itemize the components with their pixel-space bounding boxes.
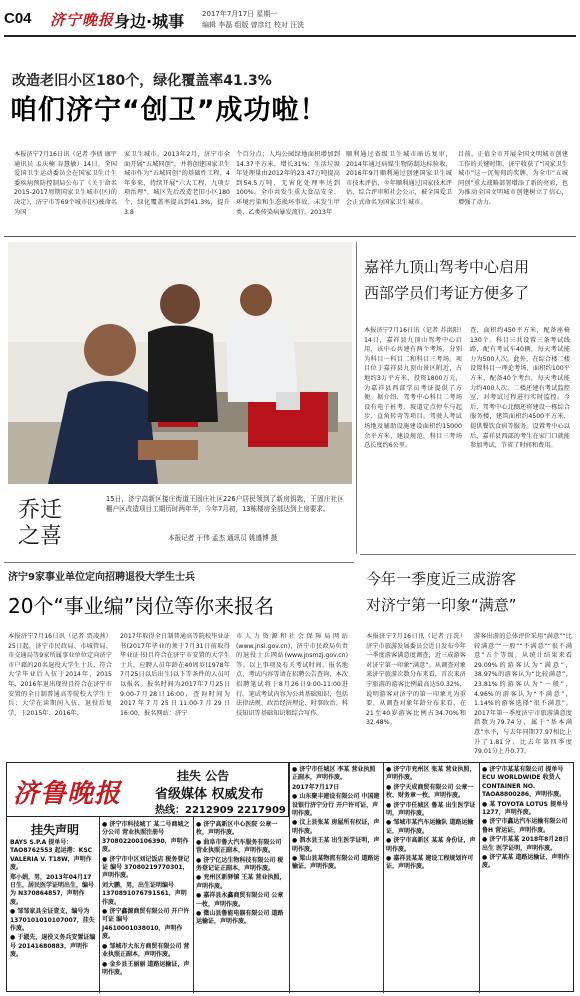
ad-item: ● 嘉祥县永鑫商贸有限公司 公章一枚，声明作废。 — [196, 892, 284, 908]
lead-column-3: 个百分点；人均公园绿地面积增加到14.37平方米，增长31%；生活垃圾年处理量由2012年的23.47万吨提高到54.5万吨，无害化处理率达到100%。全市共发生重大食品安全、环境污染和生态损坏事故，未发生甲类、乙类传染病暴发流行。2013年 — [236, 151, 340, 216]
ad-divider — [383, 763, 384, 993]
tourism-column-2: 游客出游的总体评价采用“满意”“比较满意”“一般”“不满意”“很不满意”五个等级。从统计结果来看29.09%的游客认为“满意”，38.97%的游客认为“比较满意”，23.81%的游客认为“一般”，4.96%的游客认为“不满意”，1.14%的游客选择“很不满意”。2017年第一季度济宁市旅游满意度指数为79.74分，属于“基本满意”水平，与去年同期77.97相比上升了1.81分，比去年第四季度79.01分上升0.77。 — [474, 633, 572, 756]
lead-headline: 咱们济宁“创卫”成功啦！ — [10, 95, 328, 126]
jobs-column-1: 本报济宁7月16日讯（记者 贾凌燕）25日起，济宁市民政局、市城管局、市交通局等9家所属事业单位定向济宁市户籍的20名退役大学生士兵。符合大学毕业后入伍于2014年、2015年、2016年退出现役且符合在济宁市安置的全日制普通高等院校大学生士兵；大学在读期间入伍，退役后复学，于2015年、2016年、 — [8, 633, 112, 717]
ad-column-6 — [482, 766, 572, 990]
ad-item: ● 济宁市鑫达汽车运输有限公司 鲁H 营运证，声明作废。 — [482, 818, 568, 834]
jobs-kicker: 济宁9家事业单位定向招聘退役大学生士兵 — [8, 572, 195, 583]
ad-item: ● 邹邹家具全证壹支，编号为 1370101010107007，挂失作废。 — [10, 908, 95, 933]
photo-title — [18, 498, 62, 550]
ad-item: ● 济宁高新区中心医院 公章一枚，声明作废。 — [196, 821, 278, 837]
notice-subtitle: 省级媒体 权威发布 — [155, 787, 264, 802]
jobs-column-2: 2017年取得全日制普通高等院校毕业证书(2017年毕业的须于7月31日前取得毕业证书)且符合在济宁市安置的大学生士兵，应聘人员年龄在40周岁(1978年7月25日以后出生)以下等条件的人员可以报名。报名时间为2017年7月25日9:00-7月28日16:00，查询时间为2017年7月25日11:00-7月29日16:00，报名网站：济宁 — [120, 633, 230, 717]
jobs-column-3: 市人力资源和社会保障局网站(www.jnsi.gov.cn)，济宁市民政局负责的退役士兵网站(www.jnsmzj.gov.cn)等。以上事项及有关考试时间、报名地点、考试内容等请在招聘公告查询，本次招聘笔试将于8月26日9:00-11:00进行。笔试考试内容为公共基础知识，包括法律法规、政治经济理论、时事政治、科技知识等基础知识和综合写作。 — [236, 633, 348, 717]
lead-column-4: 顺利通过省级卫生城市暗访复审，2014年通过病媒生物防制达标验收，2016年9月顺利通过创建国家卫生城市技术评估，今年顺利通过国家技术评估、综合评审和社会公示，被全国爱卫会正式命名为国家卫生城市。 — [346, 151, 452, 206]
photo-title-line-1: 乔迁 — [18, 498, 63, 523]
ad-item: ● 济宁市兖州区 张某 营业执照，声明作废。 — [386, 766, 476, 782]
ad-item: ● 山东聚丰建设有限公司 中国建设银行济宁分行 开户许可证，声明作废。 — [292, 793, 380, 818]
news-photo — [8, 242, 352, 484]
editors-line: 编辑 李磊 组版 曾彦红 校对 汪洗 — [202, 21, 305, 29]
jiaxiang-headline-line-1: 嘉祥九顶山驾考中心启用 — [364, 258, 530, 276]
ad-column-5 — [386, 766, 476, 990]
ad-item: ● 于淑先，退役义务兵安置证编号 20141680883，声明作废。 — [10, 934, 96, 959]
ad-item: ● 济宁亿达生物科技有限公司 税务登记证正副本，声明作废。 — [196, 856, 284, 873]
lead-column-2: 家卫生城市。2013年2月，济宁市全面开展“五城同创”，并将创建国家卫生城市作为“五城同创”的基础性工程，4年多来，持续开展“六大工程、九项专项治理”，城区先后改造老旧小区180个，绿化覆盖率提高到41.3%，提升3.8 — [124, 151, 230, 216]
notice-header — [7, 763, 289, 817]
jobs-top-rule — [4, 562, 354, 563]
notice-hotline: 热线：2212909 2217909 — [155, 805, 286, 816]
ad-item: ● 某 TOYOTA LOTUS 提单号 1277，声明作废。 — [482, 800, 569, 817]
ad-item: 郑小娟，男，2013年04月17日生，居民医学证明出生，编号为 N370864857，声明作废。 — [10, 873, 95, 906]
jobs-headline: 20个“事业编”岗位等你来报名 — [8, 594, 275, 618]
ad-item: ● 邹城市大东方商贸有限公司 营业执照正副本，声明作废。 — [102, 942, 190, 959]
ad-item: ● 济宁市某某有限公司 提单号 ECU WORLDWIDE 收货人 CONTAINER NO. TAOA8800286，声明作废。 — [482, 766, 566, 799]
section-name: 身边·城事 — [114, 12, 185, 31]
ad-item: ● 济宁市任城区 鲁某 出生医学证明，声明作废。 — [386, 801, 476, 818]
ad-item: ● 曲阜市鲁大汽车服务有限公司 营业执照正副本，声明作废。 — [196, 838, 282, 855]
ad-item: 2017年7月17日 — [292, 783, 340, 791]
tourism-headline — [366, 566, 517, 618]
jiaxiang-headline — [364, 254, 529, 306]
ad-item: 刘大鹏，男，出生证明编号 1370891076791561，声明作废。 — [102, 881, 187, 906]
ad-column-3 — [196, 821, 286, 991]
ads-paper-logo: 济鲁晚报 — [13, 779, 122, 809]
jiaxiang-column-2: 查，面积约450平方米，配备座椅130个。科目三共设置三条考试线路，配有考试车40辆，每天考试能力为500人次。此外，在综合楼二楼设置科目一理论考场，面积约100平方米，配备40个考台，每天考试能力约400人次。二楼还建有考试监控室，对考试过程进行实时监控。今后，驾考中心北侧还将建设一栋综合服务楼，建筑面积约4500平方米，提供餐饮食宿等服务。设置考中心以后，嘉祥县西部的考生在家门口就能参加考试，节省了时间和费用。 — [470, 327, 570, 450]
ad-column-2 — [102, 821, 190, 991]
ad-item: ● 济宁市高新区 某某 身份证，声明作废。 — [386, 837, 476, 853]
ad-item: ● 梁山县某物流有限公司 道路运输证，声明作废。 — [292, 855, 380, 871]
photo-region — [8, 242, 352, 484]
ad-item: ● 济宁市中区刘记饭店 税务登记证 编号 37080219770301，声明作废。 — [102, 855, 190, 880]
ad-item: ● 兖州区新驿镇 王某 营业执照，声明作废。 — [196, 874, 286, 890]
lead-kicker: 改造老旧小区180个，绿化覆盖率41.3% — [12, 73, 272, 89]
ad-column-4 — [292, 766, 380, 990]
lead-bottom-rule — [4, 236, 576, 237]
photo-caption: 15日，济宁高新区接庄街道王固庄社区226户居民领到了新房钥匙，王固庄社区棚户区改造项目工期历时两年半，今年7月初，13栋楼房全部达到上房要求。 — [106, 495, 344, 513]
ads-section-label: 挂失声明 — [31, 823, 80, 837]
ad-divider — [479, 763, 480, 993]
photo-credit: 本报记者 于伟 孟杰 通讯员 姚盛博 摄 — [168, 534, 278, 542]
ad-item: ● 泗水县王某 出生医学证明，声明作废。 — [292, 837, 380, 853]
jiaxiang-bottom-rule — [360, 554, 576, 555]
page-header — [0, 0, 580, 36]
ad-item: ● 汶上县张某 房屋所有权证，声明作废。 — [292, 819, 380, 835]
paper-logo: 济宁晚报 — [50, 11, 115, 29]
page-number: C04 — [4, 10, 32, 27]
photo-title-line-2: 之喜 — [18, 524, 63, 549]
ad-item: ● 邹城市某汽车运输队 道路运输证，声明作废。 — [386, 819, 474, 835]
ad-item: ● 金乡县王丽丽 道路运输证，声明作废。 — [102, 960, 190, 976]
photo-right-rule — [356, 242, 357, 554]
jiaxiang-column-1: 本报济宁7月16日讯（记者 苏洪阳）14日，嘉祥县九顶山驾考中心启用，该中心共建有两个考场，分别为科目一科目二和科目三考场。项目位于嘉祥县九顶山景区附近，占地约3万平方米，投资1800万元，为嘉祥县西部学员考证提供了方便。据介绍，驾考中心科目二考场设有电子桩考、坡道定点停车与起步、直角转弯等项目。驾驶人考试场地及辅助设施建设面积约15000余平方米，建设规范，科目三考场总长度约6公里。 — [364, 327, 462, 450]
ad-divider — [99, 817, 100, 993]
ad-item: ● 济宁市某某 2018年8月28日出生 医学证明，声明作废。 — [482, 836, 569, 852]
tourism-headline-line-1: 今年一季度近三成游客 — [366, 570, 517, 588]
notice-title: 挂失 公告 — [177, 769, 230, 783]
ad-item: ● 微山县鲁能电器有限公司 道路运输证，声明作废。 — [196, 910, 284, 926]
tourism-headline-line-2: 对济宁第一印象“满意” — [366, 596, 517, 614]
ad-item: ● 济宁市科技城丁 某二号商城之分公司 营业执照注册号 370802200106390，声明作废。 — [102, 821, 190, 854]
ad-item: ● 嘉祥县某某 建设工程规划许可证，声明作废。 — [386, 855, 474, 871]
ad-column-1 — [10, 839, 96, 989]
lead-column-1: 本报济宁7月16日讯（记者 李倩 康宇 通讯员 孟庆楠 谷慧敏）14日，全国爱国卫生运动委员会在国家卫生计生委疾病预防控制局公布了《关于命名2015-2017周期国家卫生城市(区)的决定》，济宁市等69个城市(区)被命名为国 — [14, 151, 117, 216]
tourism-column-1: 本报济宁7月16日讯（记者 汪洗）济宁市旅游发展委员会近日发布今年一季度游客满意度调查，近三成游客对济宁第一印象“满意”。从调查对象来济宁旅游次数分布来看，首次来济宁旅游的游客比例最高达50.32%，说明游客对济宁的第一印象尤为重要。从调查对象年龄分布来看，在21至40岁游客比例占34.70%和32.48%。 — [366, 633, 466, 727]
ad-item: ● 济宁市任城区 李某 营业执照正副本，声明作废。 — [292, 766, 376, 782]
ad-divider — [289, 763, 290, 993]
ad-item: ● 济宁鑫源商贸有限公司 开户许可证 编号 J4610001038010，声明作废。 — [102, 908, 190, 941]
ad-divider — [193, 817, 194, 993]
lead-column-5: 目前，正值全市开展全国文明城市创建工作的关键时期，济宁收获了“国家卫生城市”这一沉甸甸的奖牌，为全市“五城同创”重大战略部署增添了新的亮彩，也为推动全国文明城市创建树立了信心，增强了动力。 — [458, 151, 568, 206]
ad-item: ● 济宁某某 道路运输证，声明作废。 — [482, 854, 570, 870]
ad-item: ● 济宁天成商贸有限公司 公章一枚、财务章一枚，声明作废。 — [386, 783, 474, 800]
issue-date: 2017年7月17日 星期一 — [202, 10, 278, 18]
header-rule — [4, 35, 576, 37]
ad-item: BAYS S.P.A 提单号：TAO8762553 起运港：KSC VALERIA V. T18W，声明作废。 — [10, 839, 93, 872]
ads-block — [6, 762, 574, 992]
jiaxiang-headline-line-2: 西部学员们考证方便多了 — [364, 284, 530, 302]
